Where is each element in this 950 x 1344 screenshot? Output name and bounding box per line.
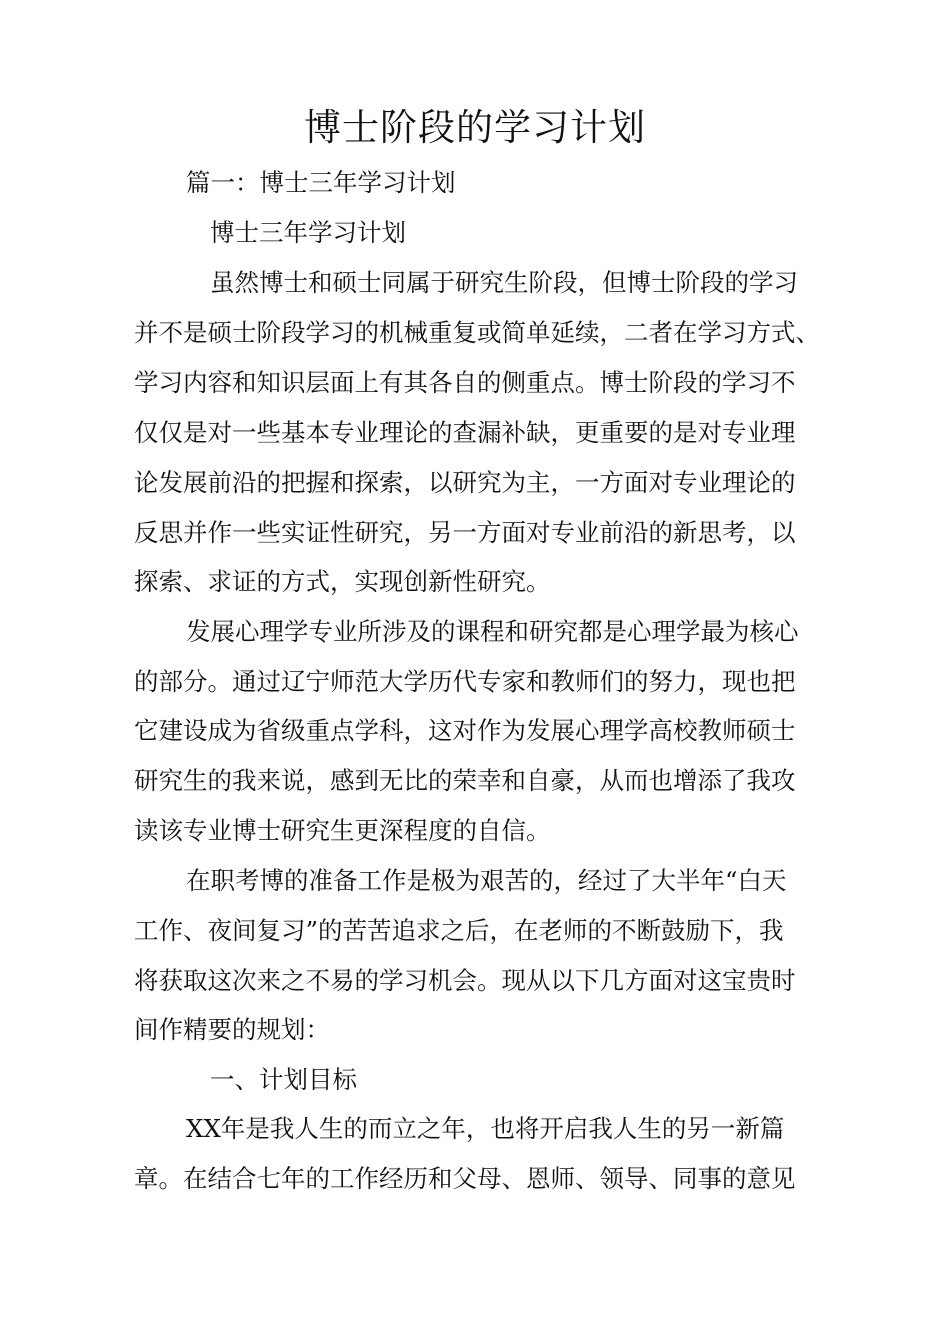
paragraph-3-line-3: 将获取这次来之不易的学习机会。现从以下几方面对这宝贵时 (134, 966, 796, 995)
paragraph-2-line-2: 的部分。通过辽宁师范大学历代专家和教师们的努力，现也把 (134, 667, 796, 696)
section-heading: 篇一：博士三年学习计划 (186, 168, 456, 197)
paragraph-3-line-1: 在职考博的准备工作是极为艰苦的，经过了大半年“白天 (186, 866, 787, 895)
paragraph-2-line-4: 研究生的我来说，感到无比的荣幸和自豪，从而也增添了我攻 (134, 766, 796, 795)
paragraph-1-line-2: 并不是硕士阶段学习的机械重复或简单延续，二者在学习方式、 (134, 318, 820, 347)
paragraph-3-line-2: 工作、夜间复习”的苦苦追求之后，在老师的不断鼓励下，我 (134, 916, 784, 945)
paragraph-2-line-3: 它建设成为省级重点学科，这对作为发展心理学高校教师硕士 (134, 716, 796, 745)
sub-heading: 博士三年学习计划 (210, 218, 406, 247)
paragraph-1-line-5: 论发展前沿的把握和探索，以研究为主，一方面对专业理论的 (134, 468, 796, 497)
paragraph-3-line-4: 间作精要的规划： (134, 1015, 330, 1044)
paragraph-2-line-5: 读该专业博士研究生更深程度的自信。 (134, 816, 551, 845)
paragraph-4-line-2: 章。在结合七年的工作经历和父母、恩师、领导、同事的意见 (134, 1164, 796, 1193)
item-heading-1: 一、计划目标 (210, 1065, 357, 1094)
paragraph-1-line-4: 仅仅是对一些基本专业理论的查漏补缺，更重要的是对专业理 (134, 418, 796, 447)
paragraph-4-line-1: XX年是我人生的而立之年，也将开启我人生的另一新篇 (186, 1114, 785, 1143)
document-title: 博士阶段的学习计划 (304, 106, 646, 149)
paragraph-1-line-6: 反思并作一些实证性研究，另一方面对专业前沿的新思考，以 (134, 518, 796, 547)
paragraph-1-line-3: 学习内容和知识层面上有其各自的侧重点。博士阶段的学习不 (134, 368, 796, 397)
paragraph-1-line-7: 探索、求证的方式，实现创新性研究。 (134, 567, 551, 596)
paragraph-2-line-1: 发展心理学专业所涉及的课程和研究都是心理学最为核心 (186, 617, 799, 646)
paragraph-1-line-1: 虽然博士和硕士同属于研究生阶段，但博士阶段的学习 (210, 268, 798, 297)
